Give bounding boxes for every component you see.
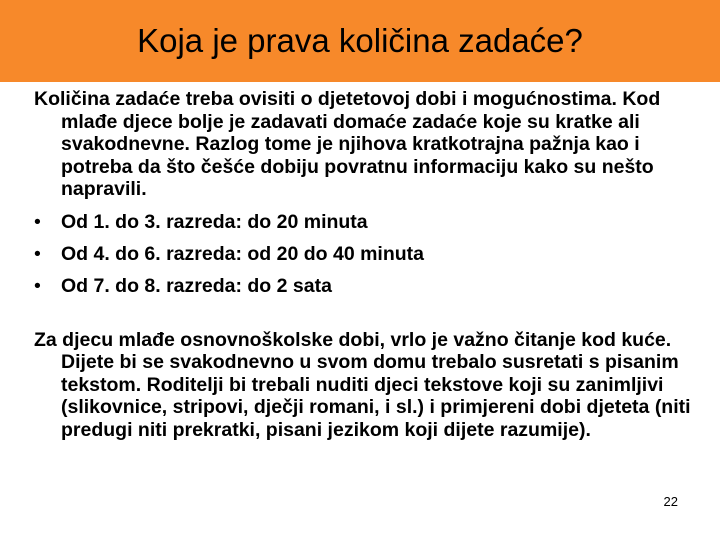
slide-title: Koja je prava količina zadaće? (137, 22, 583, 59)
page-number: 22 (663, 494, 678, 509)
slide-content (34, 88, 694, 441)
bullet-text: Od 1. do 3. razreda: do 20 minuta (61, 210, 368, 233)
bullet-icon: • (34, 274, 41, 297)
bullet-icon: • (34, 242, 41, 265)
paragraph-homework-amount: Količina zadaće treba ovisiti o djetetovoj dobi i mogućnostima. Kod mlađe djece bolje je zadavati domaće zadaće koje su kratke ali svakodnevne. Razlog tome je njihova kratkotrajna pažnja kao i potreba da što češće dobiju povratnu informaciju kako su nešto napravili. (34, 88, 661, 200)
bullet-item (34, 273, 694, 297)
bullet-icon: • (34, 210, 41, 233)
bullet-item (34, 241, 694, 265)
bullet-item (34, 209, 694, 233)
paragraph-reading: Za djecu mlađe osnovnoškolske dobi, vrlo je važno čitanje kod kuće. Dijete bi se svakodnevno u svom domu trebalo susretati s pisanim tekstom. Roditelji bi trebali nuditi djeci tekstove koji su zanimljivi (slikovnice, stripovi, dječji romani, i sl.) i primjereni dobi djeteta (niti predugi niti prekratki, pisani jezikom koji dijete razumije). (34, 328, 691, 441)
bullet-list (34, 209, 694, 297)
bullet-text: Od 4. do 6. razreda: od 20 do 40 minuta (61, 242, 424, 265)
bullet-text: Od 7. do 8. razreda: do 2 sata (61, 274, 332, 297)
